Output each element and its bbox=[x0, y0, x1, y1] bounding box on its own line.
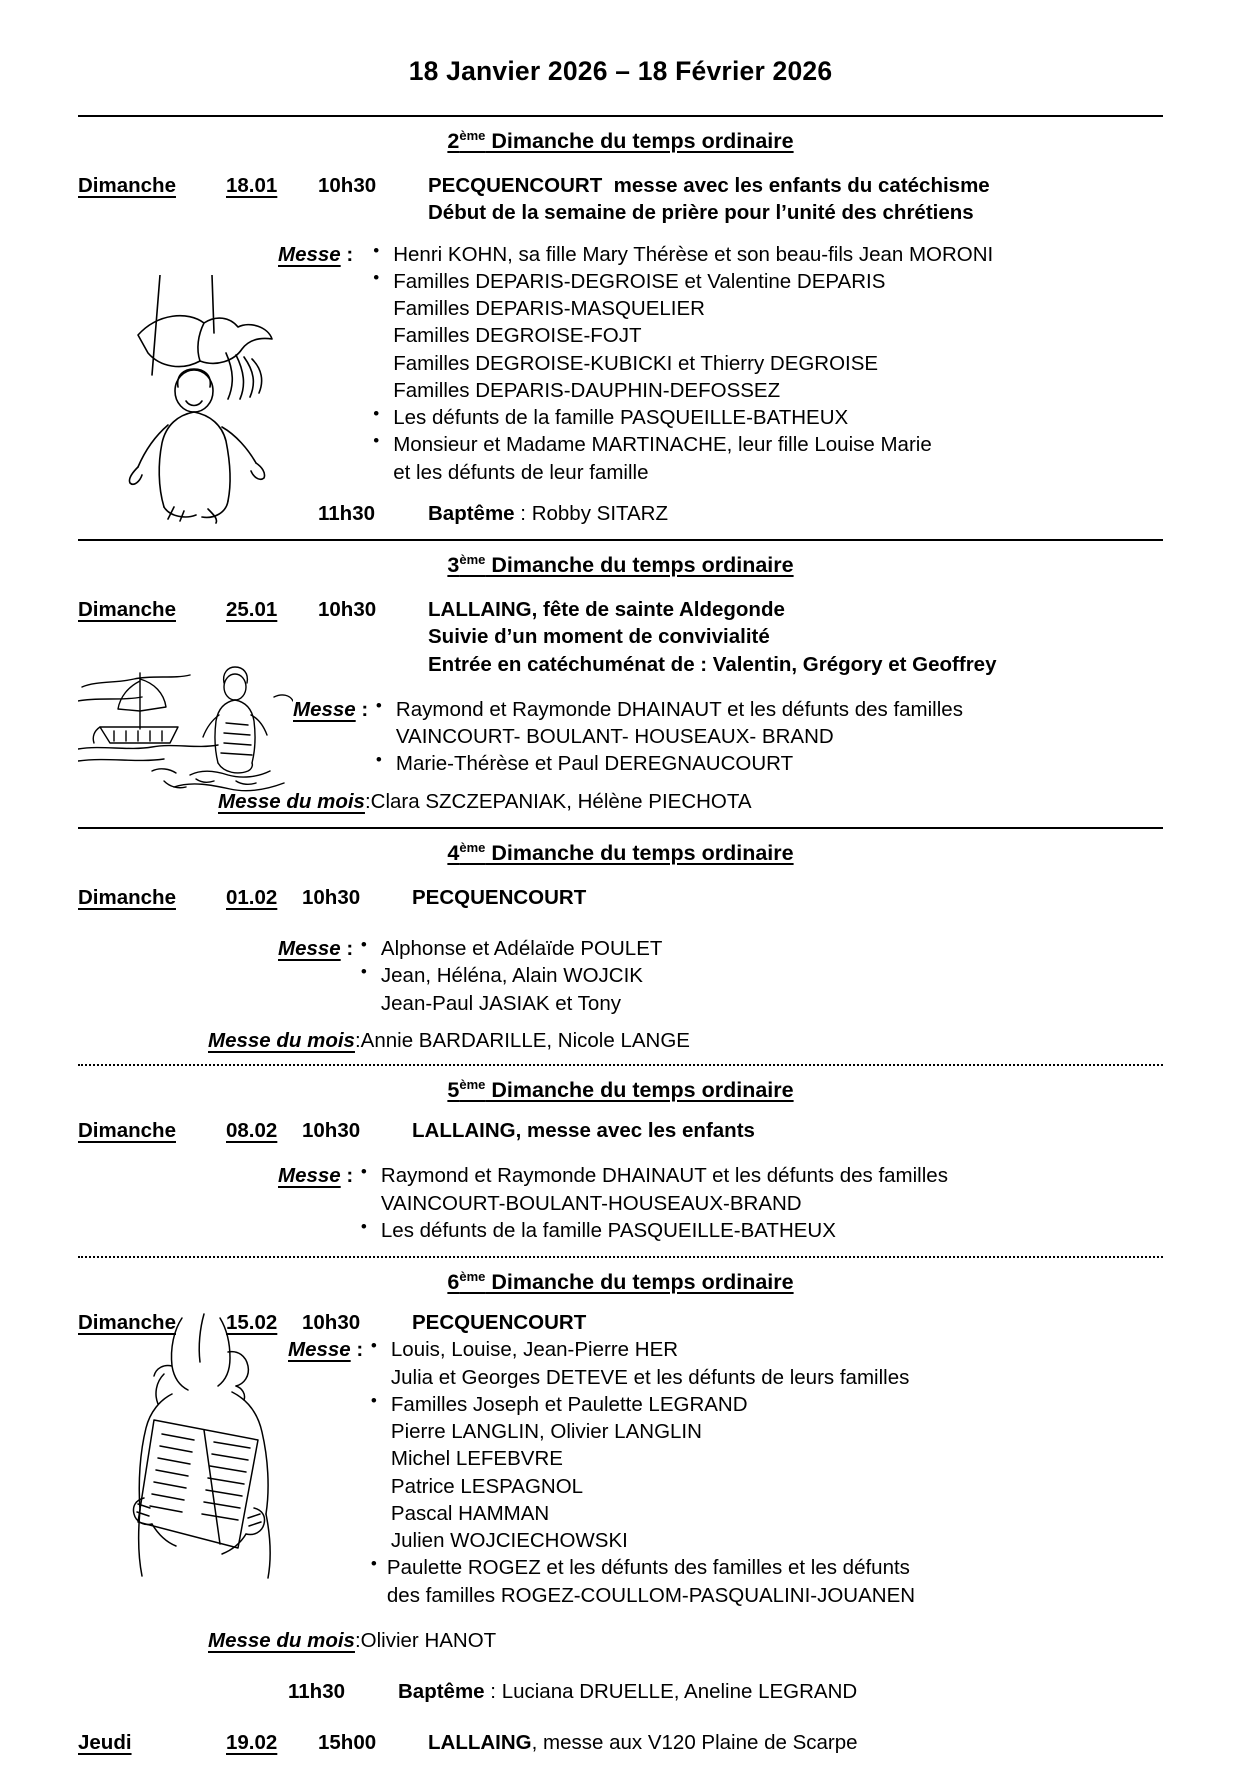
list-item bbox=[369, 1554, 1163, 1609]
intention-sub: VAINCOURT-BOULANT-HOUSEAUX-BRAND bbox=[380, 1191, 802, 1215]
section-sunday-2 bbox=[78, 129, 1163, 541]
mass-intentions bbox=[78, 696, 1163, 778]
service-description bbox=[412, 884, 1163, 911]
list-item bbox=[371, 241, 1163, 268]
date-label: 01.02 bbox=[226, 885, 278, 909]
monthly-mass-row bbox=[78, 788, 1163, 815]
monthly-mass-row bbox=[78, 1027, 1163, 1054]
divider-section bbox=[78, 539, 1163, 541]
divider-section bbox=[78, 1064, 1163, 1066]
mass-intentions bbox=[78, 1162, 1163, 1244]
heading-text: Dimanche du temps ordinaire bbox=[485, 1270, 794, 1294]
baptism-time: 11h30 bbox=[288, 1680, 345, 1703]
intention-sub: Julia et Georges DETEVE et les défunts de leurs familles bbox=[390, 1365, 910, 1389]
date-label: 19.02 bbox=[226, 1731, 278, 1755]
baptism-label: Baptême bbox=[398, 1680, 485, 1703]
baptism-names: Robby SITARZ bbox=[531, 501, 669, 525]
place-name: LALLAING, fête de sainte Aldegonde bbox=[428, 598, 785, 621]
intention-main: Familles Joseph et Paulette LEGRAND bbox=[390, 1392, 748, 1416]
mass-label-colon: : bbox=[340, 1164, 359, 1188]
list-item bbox=[371, 268, 1163, 404]
baptism-description bbox=[428, 500, 1163, 527]
place-name: LALLAING bbox=[428, 1731, 532, 1755]
monthly-mass-names: Annie BARDARILLE, Nicole LANGE bbox=[360, 1028, 690, 1052]
intention-main: Marie-Thérèse et Paul DEREGNAUCOURT bbox=[395, 752, 794, 776]
heading-ordinal: 5 bbox=[447, 1078, 460, 1102]
baptism-label: Baptême bbox=[428, 501, 515, 525]
place-note: messe avec les enfants du catéchisme bbox=[613, 174, 990, 197]
intention-main: Les défunts de la famille PASQUEILLE-BATHEUX bbox=[380, 1218, 836, 1242]
list-item bbox=[359, 935, 1163, 962]
list-item bbox=[359, 1217, 1163, 1244]
date-label: 25.01 bbox=[226, 598, 278, 621]
intention-main: Jean, Héléna, Alain WOJCIK bbox=[380, 964, 643, 988]
list-item bbox=[369, 1391, 1163, 1555]
intention-main: Alphonse et Adélaïde POULET bbox=[380, 937, 663, 960]
section-heading bbox=[78, 129, 1163, 154]
list-item bbox=[374, 750, 1163, 777]
heading-ordinal-suffix: ème bbox=[459, 1076, 486, 1092]
intention-sub: et les défunts de leur famille bbox=[393, 460, 649, 484]
monthly-mass-names: Olivier HANOT bbox=[360, 1628, 497, 1652]
intention-sub: Michel LEFEBVRE bbox=[390, 1447, 563, 1471]
list-item bbox=[374, 696, 1163, 751]
service-row bbox=[78, 1117, 1163, 1144]
final-service-row bbox=[78, 1729, 1163, 1756]
intention-main: Monsieur et Madame MARTINACHE, leur fille Louise Marie bbox=[393, 433, 932, 457]
intention-list bbox=[369, 1336, 1163, 1609]
section-sunday-5 bbox=[78, 1078, 1163, 1258]
service-row bbox=[78, 172, 1163, 227]
time-label: 10h30 bbox=[302, 885, 361, 909]
intention-sub: Jean-Paul JASIAK et Tony bbox=[380, 991, 621, 1015]
monthly-mass-colon: : bbox=[364, 789, 371, 813]
baptism-row bbox=[78, 500, 1163, 527]
service-description bbox=[428, 1729, 1163, 1756]
intention-sub: Familles DEGROISE-FOJT bbox=[393, 324, 642, 348]
heading-ordinal: 6 bbox=[447, 1270, 460, 1294]
intention-list bbox=[371, 241, 1163, 486]
place-name: PECQUENCOURT bbox=[412, 1311, 587, 1334]
section-heading bbox=[78, 1270, 1163, 1295]
extra-line: Début de la semaine de prière pour l’unité des chrétiens bbox=[428, 201, 974, 225]
mass-intentions bbox=[78, 241, 1163, 486]
mass-label-colon: : bbox=[350, 1338, 369, 1362]
baptism-row bbox=[78, 1678, 1163, 1705]
intention-sub: Patrice LESPAGNOL bbox=[390, 1474, 584, 1498]
mass-label: Messe bbox=[278, 1164, 341, 1188]
list-item bbox=[369, 1336, 1163, 1391]
baptism-colon: : bbox=[484, 1680, 502, 1703]
section-sunday-3 bbox=[78, 553, 1163, 829]
mass-label-colon: : bbox=[340, 242, 354, 266]
service-description bbox=[412, 1309, 1163, 1336]
divider-top bbox=[78, 115, 1163, 117]
intention-sub: Julien WOJCIECHOWSKI bbox=[390, 1529, 628, 1552]
mass-label: Messe bbox=[293, 697, 356, 721]
intention-main: Raymond et Raymonde DHAINAUT et les défunts des familles bbox=[380, 1164, 948, 1188]
page-title: 18 Janvier 2026 – 18 Février 2026 bbox=[408, 56, 833, 86]
weekday-label: Dimanche bbox=[78, 885, 176, 909]
time-label: 10h30 bbox=[302, 1311, 361, 1334]
heading-ordinal: 4 bbox=[447, 840, 460, 865]
intention-main: Louis, Louise, Jean-Pierre HER bbox=[390, 1338, 679, 1362]
divider-section bbox=[78, 827, 1163, 829]
weekday-label: Dimanche bbox=[78, 598, 176, 621]
heading-ordinal-suffix: ème bbox=[459, 1268, 486, 1284]
intention-main: Familles DEPARIS-DEGROISE et Valentine DEPARIS bbox=[393, 269, 886, 293]
intention-sub: Familles DEGROISE-KUBICKI et Thierry DEGROISE bbox=[393, 351, 879, 375]
baptism-names: Luciana DRUELLE, Aneline LEGRAND bbox=[501, 1680, 858, 1703]
place-name: PECQUENCOURT bbox=[412, 885, 587, 909]
intention-sub: Pierre LANGLIN, Olivier LANGLIN bbox=[390, 1420, 702, 1443]
monthly-mass-row bbox=[78, 1627, 1163, 1654]
mass-label: Messe bbox=[278, 242, 341, 266]
list-item bbox=[371, 404, 1163, 431]
intention-sub: Familles DEPARIS-MASQUELIER bbox=[393, 297, 705, 320]
place-name: LALLAING, messe avec les enfants bbox=[412, 1119, 755, 1142]
mass-label-colon: : bbox=[340, 937, 359, 960]
monthly-mass-label: Messe du mois bbox=[208, 1628, 355, 1652]
intention-sub: des familles ROGEZ-COULLOM-PASQUALINI-JOUANEN bbox=[386, 1583, 916, 1607]
mass-intentions bbox=[78, 1336, 1163, 1609]
section-heading bbox=[78, 841, 1163, 866]
section-heading bbox=[78, 1078, 1163, 1103]
weekday-label: Jeudi bbox=[78, 1731, 132, 1755]
service-description bbox=[428, 596, 1163, 678]
heading-ordinal-suffix: ème bbox=[459, 127, 486, 143]
intention-sub: Pascal HAMMAN bbox=[390, 1501, 550, 1525]
intention-list bbox=[374, 696, 1163, 778]
place-note: , messe aux V120 Plaine de Scarpe bbox=[531, 1731, 858, 1755]
mass-label: Messe bbox=[288, 1338, 351, 1362]
list-item bbox=[371, 431, 1163, 486]
heading-text: Dimanche du temps ordinaire bbox=[485, 129, 794, 153]
weekday-label: Dimanche bbox=[78, 1119, 176, 1142]
intention-sub: VAINCOURT- BOULANT- HOUSEAUX- BRAND bbox=[395, 725, 834, 748]
section-sunday-6 bbox=[78, 1270, 1163, 1757]
time-label: 10h30 bbox=[318, 598, 377, 621]
monthly-mass-colon: : bbox=[354, 1028, 361, 1052]
list-item bbox=[359, 962, 1163, 1017]
divider-section bbox=[78, 1256, 1163, 1258]
monthly-mass-colon: : bbox=[354, 1628, 361, 1652]
section-sunday-4 bbox=[78, 841, 1163, 1066]
monthly-mass-label: Messe du mois bbox=[218, 789, 365, 813]
heading-ordinal-suffix: ème bbox=[459, 551, 486, 567]
service-row bbox=[78, 1309, 1163, 1336]
service-description bbox=[412, 1117, 1163, 1144]
intention-main: Raymond et Raymonde DHAINAUT et les défunts des familles bbox=[395, 697, 963, 721]
service-row bbox=[78, 596, 1163, 678]
service-description bbox=[428, 172, 1163, 227]
mass-label: Messe bbox=[278, 937, 341, 960]
heading-text: Dimanche du temps ordinaire bbox=[485, 1078, 794, 1102]
time-label: 15h00 bbox=[318, 1731, 377, 1755]
heading-ordinal: 3 bbox=[447, 553, 460, 577]
intention-main: Les défunts de la famille PASQUEILLE-BATHEUX bbox=[393, 406, 849, 429]
intention-list bbox=[359, 935, 1163, 1017]
list-item bbox=[359, 1162, 1163, 1217]
date-label: 18.01 bbox=[226, 174, 278, 197]
time-label: 10h30 bbox=[302, 1119, 361, 1142]
monthly-mass-label: Messe du mois bbox=[208, 1028, 355, 1052]
monthly-mass-names: Clara SZCZEPANIAK, Hélène PIECHOTA bbox=[370, 789, 752, 813]
mass-label-colon: : bbox=[355, 697, 374, 721]
intention-main: Henri KOHN, sa fille Mary Thérèse et son beau-fils Jean MORONI bbox=[393, 242, 994, 266]
heading-ordinal: 2 bbox=[447, 129, 460, 153]
baptism-colon: : bbox=[514, 501, 532, 525]
extra-line: Entrée en catéchuménat de : Valentin, Grégory et Geoffrey bbox=[428, 652, 997, 676]
heading-ordinal-suffix: ème bbox=[459, 839, 486, 855]
intention-list bbox=[359, 1162, 1163, 1244]
weekday-label: Dimanche bbox=[78, 1311, 176, 1334]
mass-intentions bbox=[78, 935, 1163, 1017]
heading-text: Dimanche du temps ordinaire bbox=[485, 840, 794, 865]
section-heading bbox=[78, 553, 1163, 578]
date-label: 15.02 bbox=[226, 1311, 278, 1334]
intention-sub: Familles DEPARIS-DAUPHIN-DEFOSSEZ bbox=[393, 378, 781, 402]
service-row bbox=[78, 884, 1163, 911]
baptism-description bbox=[398, 1678, 1163, 1705]
time-label: 10h30 bbox=[318, 174, 377, 197]
baptism-time: 11h30 bbox=[318, 501, 375, 525]
date-label: 08.02 bbox=[226, 1119, 278, 1142]
place-name: PECQUENCOURT bbox=[428, 174, 603, 197]
heading-text: Dimanche du temps ordinaire bbox=[485, 553, 794, 577]
intention-main: Paulette ROGEZ et les défunts des familles et les défunts bbox=[386, 1556, 910, 1580]
weekday-label: Dimanche bbox=[78, 174, 176, 197]
extra-line: Suivie d’un moment de convivialité bbox=[428, 625, 770, 649]
